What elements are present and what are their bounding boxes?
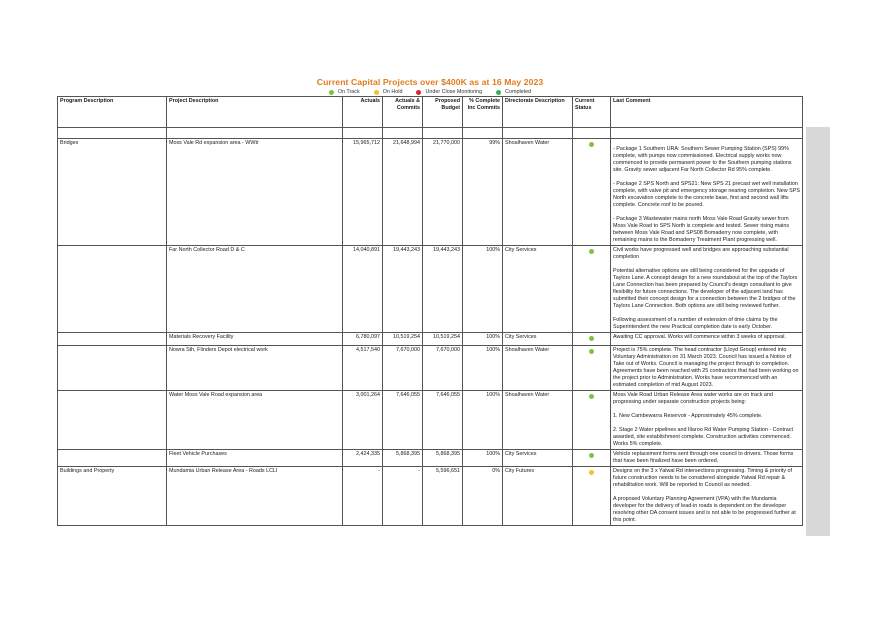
directorate-cell: City Services xyxy=(503,450,573,467)
legend-label: On Track xyxy=(337,89,360,95)
on-track-dot-icon xyxy=(329,90,334,95)
legend-label: Under Close Monitoring xyxy=(425,89,483,95)
status-dot-icon xyxy=(589,336,594,341)
comment-paragraph: Moss Vale Road Urban Release Area water works are on track and progressing under separate construction projects being: xyxy=(613,392,773,405)
column-header-actuals: Actuals xyxy=(343,97,383,128)
comment-paragraph: Civil works have progressed well and bridges are approaching substantial completion xyxy=(613,247,789,260)
actuals-cell: 2,424,335 xyxy=(343,450,383,467)
status-cell xyxy=(573,391,611,450)
table-row xyxy=(58,139,803,246)
budget-cell: 7,670,000 xyxy=(423,346,463,391)
status-cell xyxy=(573,346,611,391)
program-cell xyxy=(58,246,167,333)
table-row xyxy=(58,450,803,467)
program-cell xyxy=(58,450,167,467)
table-row xyxy=(58,333,803,346)
project-cell: Fleet Vehicle Purchases xyxy=(167,450,343,467)
column-header-status: Current Status xyxy=(573,97,611,128)
legend-under-close-monitoring xyxy=(416,89,482,95)
directorate-cell: City Services xyxy=(503,333,573,346)
comment-paragraph: Awaiting CC approval. Works will commence within 3 weeks of approval. xyxy=(613,334,786,340)
project-cell: Water Moss Vale Road expansion area xyxy=(167,391,343,450)
status-legend xyxy=(0,89,860,95)
project-cell: Far North Collector Road D & C xyxy=(167,246,343,333)
column-header-program: Program Description xyxy=(58,97,167,128)
actuals-cell: 3,001,264 xyxy=(343,391,383,450)
status-dot-icon xyxy=(589,142,594,147)
program-cell xyxy=(58,391,167,450)
status-cell xyxy=(573,450,611,467)
status-cell xyxy=(573,246,611,333)
directorate-cell: Shoalhaven Water xyxy=(503,391,573,450)
pct-complete-cell: 100% xyxy=(463,246,503,333)
status-dot-icon xyxy=(589,349,594,354)
commits-cell: - xyxy=(383,467,423,526)
status-dot-icon xyxy=(589,470,594,475)
last-comment-cell xyxy=(611,246,803,333)
last-comment-cell xyxy=(611,391,803,450)
comment-paragraph: - Package 1 Southern URA: Southern Sewer Pumping Station (SPS) 99% complete, with pumps now commissioned. Electrical supply works now commenced to provide permanent power to the Southern pumping stations site. Gravity sewer adjacent Far North Collector Rd 95% complete. xyxy=(613,146,792,173)
legend-label: On Hold xyxy=(382,89,403,95)
commits-cell: 10,519,254 xyxy=(383,333,423,346)
table-row xyxy=(58,391,803,450)
comment-paragraph: A proposed Voluntary Planning Agreement (VPA) with the Mundamia developer for the delivery of lead-in roads is dependent on the developer resolving other DA consent issues and is not able to be progressed further at this point. xyxy=(613,496,796,523)
budget-cell: 5,868,395 xyxy=(423,450,463,467)
directorate-cell: Shoalhaven Water xyxy=(503,346,573,391)
actuals-cell: 6,780,097 xyxy=(343,333,383,346)
commits-cell: 21,648,994 xyxy=(383,139,423,246)
budget-cell: 10,519,254 xyxy=(423,333,463,346)
actuals-cell: - xyxy=(343,467,383,526)
status-dot-icon xyxy=(589,394,594,399)
actuals-cell: 14,040,891 xyxy=(343,246,383,333)
last-comment-cell xyxy=(611,333,803,346)
table-row xyxy=(58,246,803,333)
column-header-commits: Actuals & Commits xyxy=(383,97,423,128)
table-header-row xyxy=(58,97,803,128)
budget-cell: 7,646,055 xyxy=(423,391,463,450)
budget-cell: 21,770,000 xyxy=(423,139,463,246)
pct-complete-cell: 100% xyxy=(463,450,503,467)
budget-cell: 5,596,651 xyxy=(423,467,463,526)
commits-cell: 19,443,243 xyxy=(383,246,423,333)
project-cell: Mundamia Urban Release Area - Roads LCLI xyxy=(167,467,343,526)
legend-completed xyxy=(496,89,531,95)
column-header-pct: % Complete Inc Commits xyxy=(463,97,503,128)
program-cell: Bridges xyxy=(58,139,167,246)
program-cell xyxy=(58,346,167,391)
column-header-directorate: Directorate Description xyxy=(503,97,573,128)
scroll-gutter xyxy=(806,127,830,536)
comment-paragraph: - Package 2 SPS North and SPS21: New SPS 21 precast wet well installation complete, with valve pit and emergency storage nearing completion. New SPS North excavation complete to the concrete base, first and second wall lifts complete. Concrete roof to be poured. xyxy=(613,181,800,208)
last-comment-cell xyxy=(611,139,803,246)
last-comment-cell xyxy=(611,450,803,467)
pct-complete-cell: 100% xyxy=(463,391,503,450)
pct-complete-cell: 99% xyxy=(463,139,503,246)
project-cell: Moss Vale Rd expansion area - WWtr xyxy=(167,139,343,246)
project-cell: Nowra Sth, Flinders Depot electrical work xyxy=(167,346,343,391)
actuals-cell: 15,965,712 xyxy=(343,139,383,246)
legend-on-track xyxy=(329,89,360,95)
comment-paragraph: Vehicle replacement forms sent through one council to drivers. Those forms that have been finalized have been ordered. xyxy=(613,451,794,464)
capital-projects-table xyxy=(57,96,803,526)
pct-complete-cell: 0% xyxy=(463,467,503,526)
legend-label: Completed xyxy=(505,89,532,95)
program-cell xyxy=(58,333,167,346)
status-cell xyxy=(573,139,611,246)
comment-paragraph: - Package 3 Wastewater mains north Moss Vale Road Gravity sewer from Moss Vale Road to SPS North is complete and tested. Sewer rising mains between Moss Vale Road and SPS08 Bomaderry now complete, with remaining mains to the Bomaderry Treatment Plant progressing well. xyxy=(613,216,790,243)
directorate-cell: Shoalhaven Water xyxy=(503,139,573,246)
column-header-project: Project Description xyxy=(167,97,343,128)
last-comment-cell xyxy=(611,346,803,391)
status-cell xyxy=(573,333,611,346)
column-header-comment: Last Comment xyxy=(611,97,803,128)
status-dot-icon xyxy=(589,249,594,254)
commits-cell: 7,646,055 xyxy=(383,391,423,450)
table-spacer-row xyxy=(58,128,803,139)
table-row xyxy=(58,467,803,526)
comment-paragraph: 1. New Cambewarra Reservoir - Approximately 45% complete. xyxy=(613,413,763,419)
directorate-cell: City Futures xyxy=(503,467,573,526)
under-close-monitoring-dot-icon xyxy=(416,90,421,95)
completed-dot-icon xyxy=(496,90,501,95)
program-cell: Buildings and Property xyxy=(58,467,167,526)
commits-cell: 5,868,395 xyxy=(383,450,423,467)
comment-paragraph: Project is 75% complete. The head contractor (Lloyd Group) entered into Voluntary Administration on 31 March 2023. Council has issued a Notice of Take out of Works. Council is managing the project through to completion. Agreements have been reached with 25 contractors that had been working on the project prior to Administration. Works have recommenced with an estimated completion of mid August 2023. xyxy=(613,347,799,388)
pct-complete-cell: 100% xyxy=(463,346,503,391)
comment-paragraph: Following assessment of a number of extension of time claims by the Superintendent the new Practical completion date is early October. xyxy=(613,317,778,330)
comment-paragraph: Potential alternative options are still being considered for the upgrade of Taylors Lane. A concept design for a new roundabout at the top of the Taylors Lane Connection has been prepared by Council's design consultant to give flexibility for future connections. The developer of the adjacent land has submitted their concept design for a connection between the 2 bridges of the Taylors Lane Connection. Both options are still being reviewed further. xyxy=(613,268,798,309)
column-header-budget: Proposed Budget xyxy=(423,97,463,128)
actuals-cell: 4,517,540 xyxy=(343,346,383,391)
table-row xyxy=(58,346,803,391)
commits-cell: 7,670,000 xyxy=(383,346,423,391)
project-cell: Materials Recovery Facility xyxy=(167,333,343,346)
comment-paragraph: 2. Stage 2 Water pipelines and Illaroo Rd Water Pumping Station - Contract awarded, site establishment complete. Construction activities commenced. Works 5% complete. xyxy=(613,427,793,447)
last-comment-cell xyxy=(611,467,803,526)
comment-paragraph: Designs on the 3 x Yalwal Rd intersections progressing. Timing & priority of future construction needs to be considered alongside Yalwal Rd repair & rehabilitation work. Will be reported to Council as needed. xyxy=(613,468,792,488)
status-cell xyxy=(573,467,611,526)
legend-on-hold xyxy=(374,89,403,95)
page-title: Current Capital Projects over $400K as at 16 May 2023 xyxy=(316,77,544,87)
budget-cell: 19,443,243 xyxy=(423,246,463,333)
status-dot-icon xyxy=(589,453,594,458)
on-hold-dot-icon xyxy=(374,90,379,95)
directorate-cell: City Services xyxy=(503,246,573,333)
pct-complete-cell: 100% xyxy=(463,333,503,346)
